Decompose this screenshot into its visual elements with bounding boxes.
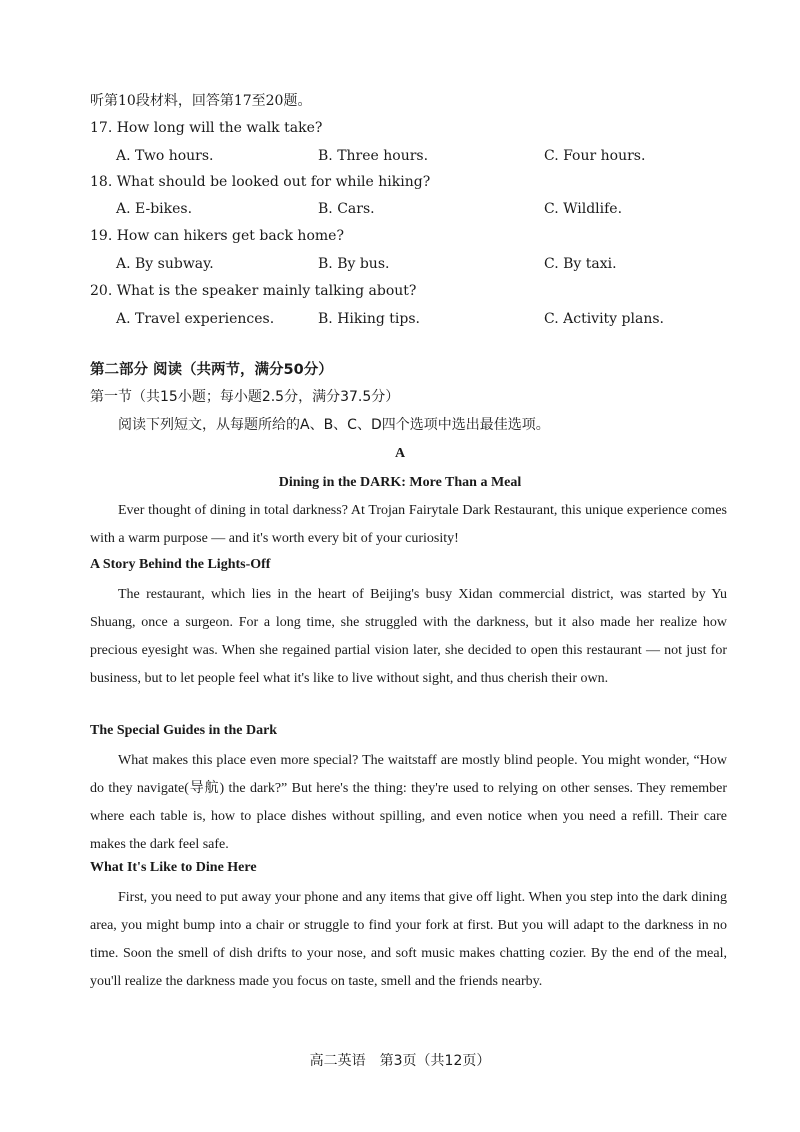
reading-directions: 阅读下列短文，从每题所给的A、B、C、D四个选项中选出最佳选项。 xyxy=(118,417,550,433)
option-20-c: C. Activity plans. xyxy=(544,311,664,327)
option-19-a: A. By subway. xyxy=(116,256,214,272)
heading-story: A Story Behind the Lights-Off xyxy=(90,557,271,572)
option-18-b: B. Cars. xyxy=(318,201,375,217)
option-20-b: B. Hiking tips. xyxy=(318,311,420,327)
reading-section-header: 第二部分 阅读（共两节，满分50分） xyxy=(90,362,333,378)
reading-subsection-header: 第一节（共15小题；每小题2.5分，满分37.5分） xyxy=(90,389,400,405)
option-17-a: A. Two hours. xyxy=(116,148,214,164)
question-20: 20. What is the speaker mainly talking about? xyxy=(90,283,417,299)
question-17: 17. How long will the walk take? xyxy=(90,120,323,136)
passage-para-guides: What makes this place even more special? The waitstaff are mostly blind people. You might wonder, “How do they navigate(导航) the dark?” But here's the thing: they're used to relying on other senses. They remember where each table is, how to place dishes without spilling, and even notice when you need a refill. Their care makes the dark feel safe. xyxy=(90,753,727,852)
passage-title: Dining in the DARK: More Than a Meal xyxy=(278,475,522,490)
option-18-c: C. Wildlife. xyxy=(544,201,623,217)
option-17-b: B. Three hours. xyxy=(318,148,429,164)
passage-para-dine: First, you need to put away your phone and any items that give off light. When you step into the dark dining area, you might bump into a chair or struggle to find your fork at first. But you will adapt to the darkness in no time. Soon the smell of dish drifts to your nose, and soft music makes chatting cozier. By the end of the meal, you'll realize the darkness made you focus on taste, smell and the friends nearby. xyxy=(90,890,727,989)
option-20-a: A. Travel experiences. xyxy=(116,311,275,327)
option-19-b: B. By bus. xyxy=(318,256,390,272)
question-19: 19. How can hikers get back home? xyxy=(90,228,344,244)
passage-para-story: The restaurant, which lies in the heart of Beijing's busy Xidan commercial district, was started by Yu Shuang, once a surgeon. For a long time, she struggled with the darkness, but it also made her realize how precious eyesight was. When she regained partial vision later, she decided to open this restaurant — not just for business, but to let people feel what it's like to live without sight, and thus cherish their own. xyxy=(90,587,727,686)
page-footer: 高二英语 第3页（共12页） xyxy=(309,1053,491,1069)
option-18-a: A. E-bikes. xyxy=(116,201,193,217)
option-17-c: C. Four hours. xyxy=(544,148,646,164)
listening-instruction: 听第10段材料，回答第17至20题。 xyxy=(90,93,312,109)
heading-dine: What It's Like to Dine Here xyxy=(90,860,257,875)
heading-guides: The Special Guides in the Dark xyxy=(90,723,278,738)
passage-intro: Ever thought of dining in total darkness? At Trojan Fairytale Dark Restaurant, this unique experience comes with a warm purpose — and it's worth every bit of your curiosity! xyxy=(90,503,727,546)
option-19-c: C. By taxi. xyxy=(544,256,617,272)
question-18: 18. What should be looked out for while hiking? xyxy=(90,174,431,190)
passage-letter: A xyxy=(394,446,406,461)
